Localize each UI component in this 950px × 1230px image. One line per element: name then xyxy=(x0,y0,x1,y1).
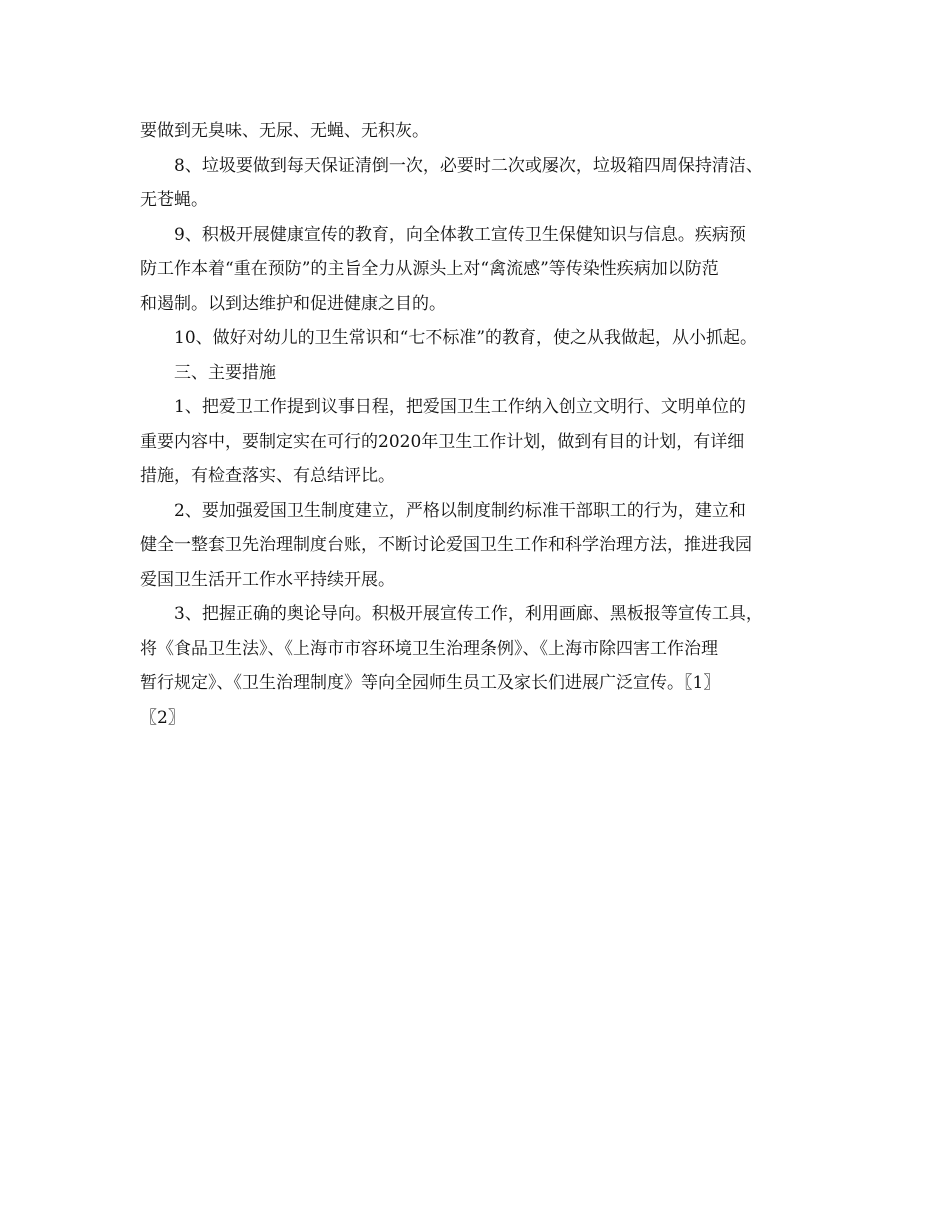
text-line: 措施，有检查落实、有总结评比。 xyxy=(140,466,395,486)
text-line: 爱国卫生活开工作水平持续开展。 xyxy=(140,569,395,590)
measure-2-start: 2、要加强爱国卫生制度建立，严格以制度制约标准干部职工的行为，建立和 xyxy=(174,500,746,521)
text-line: 健全一整套卫先治理制度台账，不断讨论爱国卫生工作和科学治理方法，推进我园 xyxy=(140,535,752,555)
paragraph-10: 10、做好对幼儿的卫生常识和“七不标准”的教育，使之从我做起，从小抓起。 xyxy=(174,328,758,348)
text-line: 无苍蝇。 xyxy=(140,190,208,210)
measure-1-start: 1、把爱卫工作提到议事日程，把爱国卫生工作纳入创立文明行、文明单位的 xyxy=(174,397,746,417)
document-body xyxy=(140,114,825,735)
paragraph-9-start: 9、积极开展健康宣传的教育，向全体教工宣传卫生保健知识与信息。疾病预 xyxy=(174,224,746,245)
text-line: 防工作本着“重在预防”的主旨全力从源头上对“禽流感”等传染性疾病加以防范 xyxy=(140,259,719,279)
text-line: 暂行规定》、《卫生治理制度》等向全园师生员工及家长们进展广泛宣传。〖1〗 xyxy=(140,673,721,693)
text-line: 重要内容中，要制定实在可行的2020年卫生工作计划，做到有目的计划，有详细 xyxy=(140,431,745,452)
text-line: 和遏制。以到达维护和促进健康之目的。 xyxy=(140,293,446,314)
text-line: 将《食品卫生法》、《上海市市容环境卫生治理条例》、《上海市除四害工作治理 xyxy=(140,638,718,659)
text-line: 要做到无臭味、无尿、无蝇、无积灰。 xyxy=(140,121,429,141)
paragraph-8-start: 8、垃圾要做到每天保证清倒一次，必要时二次或屡次，垃圾箱四周保持清洁、 xyxy=(174,155,763,176)
measure-3-start: 3、把握正确的奥论导向。积极开展宣传工作，利用画廊、黑板报等宣传工具， xyxy=(174,604,763,624)
section-heading-measures: 三、主要措施 xyxy=(174,362,276,383)
footnote-marker: 〖2〗 xyxy=(140,707,185,728)
